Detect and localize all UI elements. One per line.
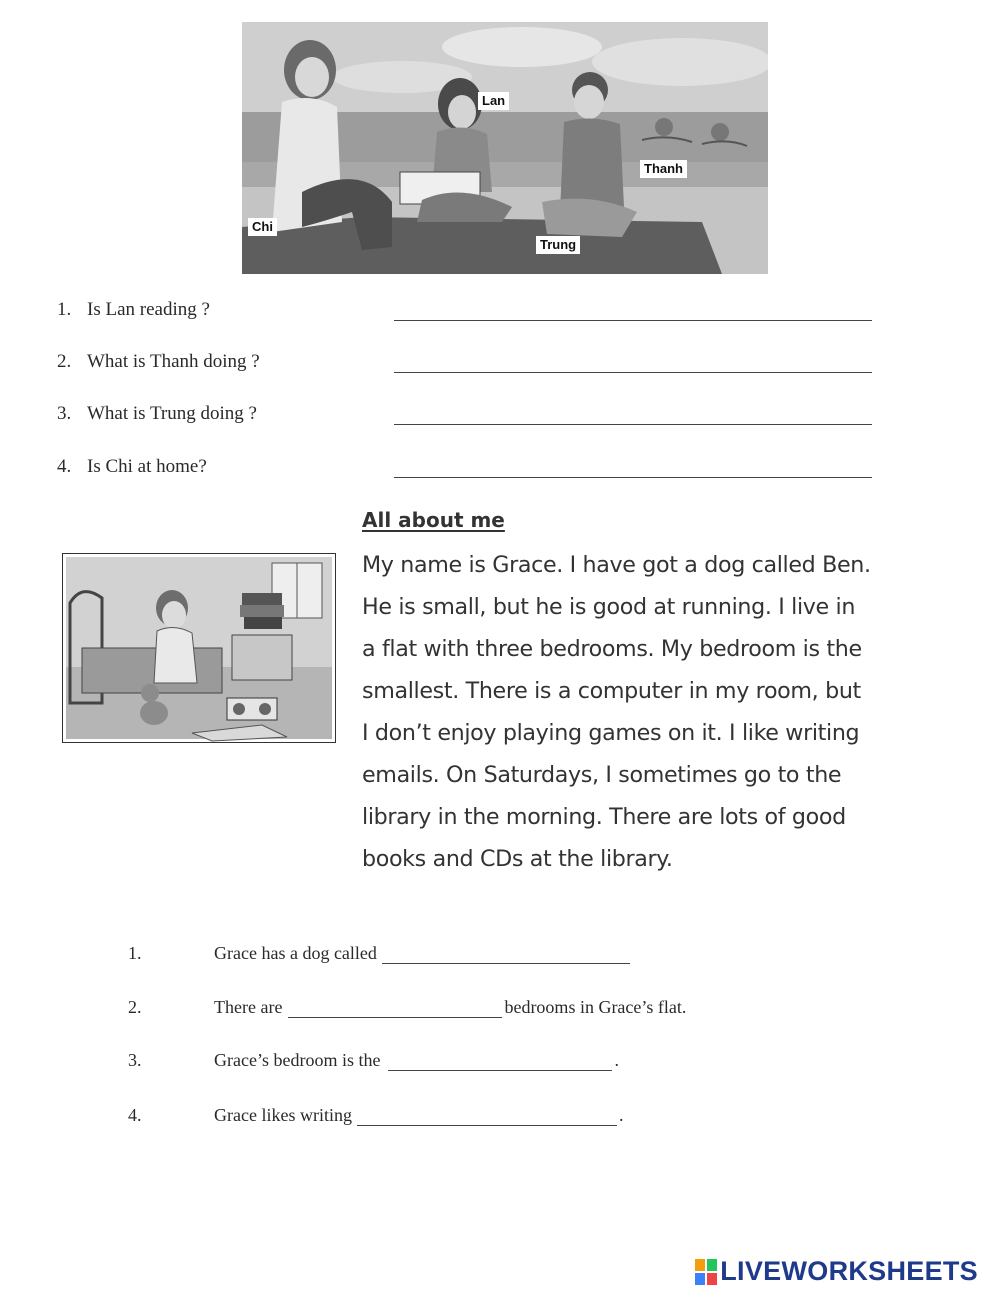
- question-number: 3.: [57, 403, 72, 424]
- bedroom-illustration: [62, 553, 336, 743]
- question-number: 4.: [57, 456, 72, 477]
- label-trung: Trung: [536, 236, 580, 254]
- question-text-after: .: [618, 1105, 624, 1125]
- passage-line: books and CDs at the library.: [362, 846, 673, 872]
- question-text: Is Chi at home?: [87, 456, 207, 477]
- question-4: [57, 456, 837, 486]
- answer-line-1[interactable]: [394, 320, 872, 321]
- question-2: [57, 351, 837, 381]
- question-text: Grace’s bedroom is the: [214, 1050, 381, 1070]
- answer-blank-2[interactable]: [288, 1000, 502, 1018]
- logo-text: LIVEWORKSHEETS: [720, 1256, 978, 1286]
- question-text: Grace likes writing: [214, 1105, 352, 1125]
- answer-blank-3[interactable]: [388, 1053, 612, 1071]
- passage-line: smallest. There is a computer in my room, but: [362, 678, 861, 704]
- question-text: What is Trung doing ?: [87, 403, 257, 424]
- passage-line: a flat with three bedrooms. My bedroom is the: [362, 636, 862, 662]
- beach-picture: [242, 22, 768, 274]
- live-blocks-icon: [695, 1259, 717, 1285]
- answer-blank-4[interactable]: [357, 1108, 617, 1126]
- bedroom-picture: [62, 553, 336, 743]
- question-1: [57, 299, 837, 329]
- question-text: Grace has a dog called: [214, 943, 377, 963]
- fill-question-3: [128, 1050, 828, 1076]
- answer-line-3[interactable]: [394, 424, 872, 425]
- question-number: 2.: [128, 997, 142, 1017]
- passage-line: My name is Grace. I have got a dog called Ben.: [362, 552, 871, 578]
- question-text: There are: [214, 997, 283, 1017]
- beach-illustration: [242, 22, 768, 274]
- question-text-after: bedrooms in Grace’s flat.: [504, 997, 687, 1017]
- passage-line: emails. On Saturdays, I sometimes go to the: [362, 762, 842, 788]
- passage-title: All about me: [362, 508, 505, 532]
- answer-line-4[interactable]: [394, 477, 872, 478]
- fill-question-1: [128, 943, 828, 969]
- question-3: [57, 403, 837, 433]
- question-number: 1.: [57, 299, 72, 320]
- label-thanh: Thanh: [640, 160, 687, 178]
- liveworksheets-logo[interactable]: [695, 1256, 978, 1287]
- label-lan: Lan: [478, 92, 509, 110]
- passage-text: [362, 544, 962, 880]
- question-text: What is Thanh doing ?: [87, 351, 260, 372]
- fill-question-4: [128, 1105, 828, 1131]
- passage-line: library in the morning. There are lots of good: [362, 804, 846, 830]
- answer-blank-1[interactable]: [382, 946, 630, 964]
- question-number: 2.: [57, 351, 72, 372]
- label-chi: Chi: [248, 218, 277, 236]
- question-text-after: .: [614, 1050, 619, 1070]
- passage-line: I don’t enjoy playing games on it. I like writing: [362, 720, 860, 746]
- question-number: 4.: [128, 1105, 142, 1125]
- answer-line-2[interactable]: [394, 372, 872, 373]
- question-number: 1.: [128, 943, 142, 963]
- question-text: Is Lan reading ?: [87, 299, 210, 320]
- passage-line: He is small, but he is good at running. I live in: [362, 594, 856, 620]
- question-number: 3.: [128, 1050, 142, 1070]
- fill-question-2: [128, 997, 828, 1023]
